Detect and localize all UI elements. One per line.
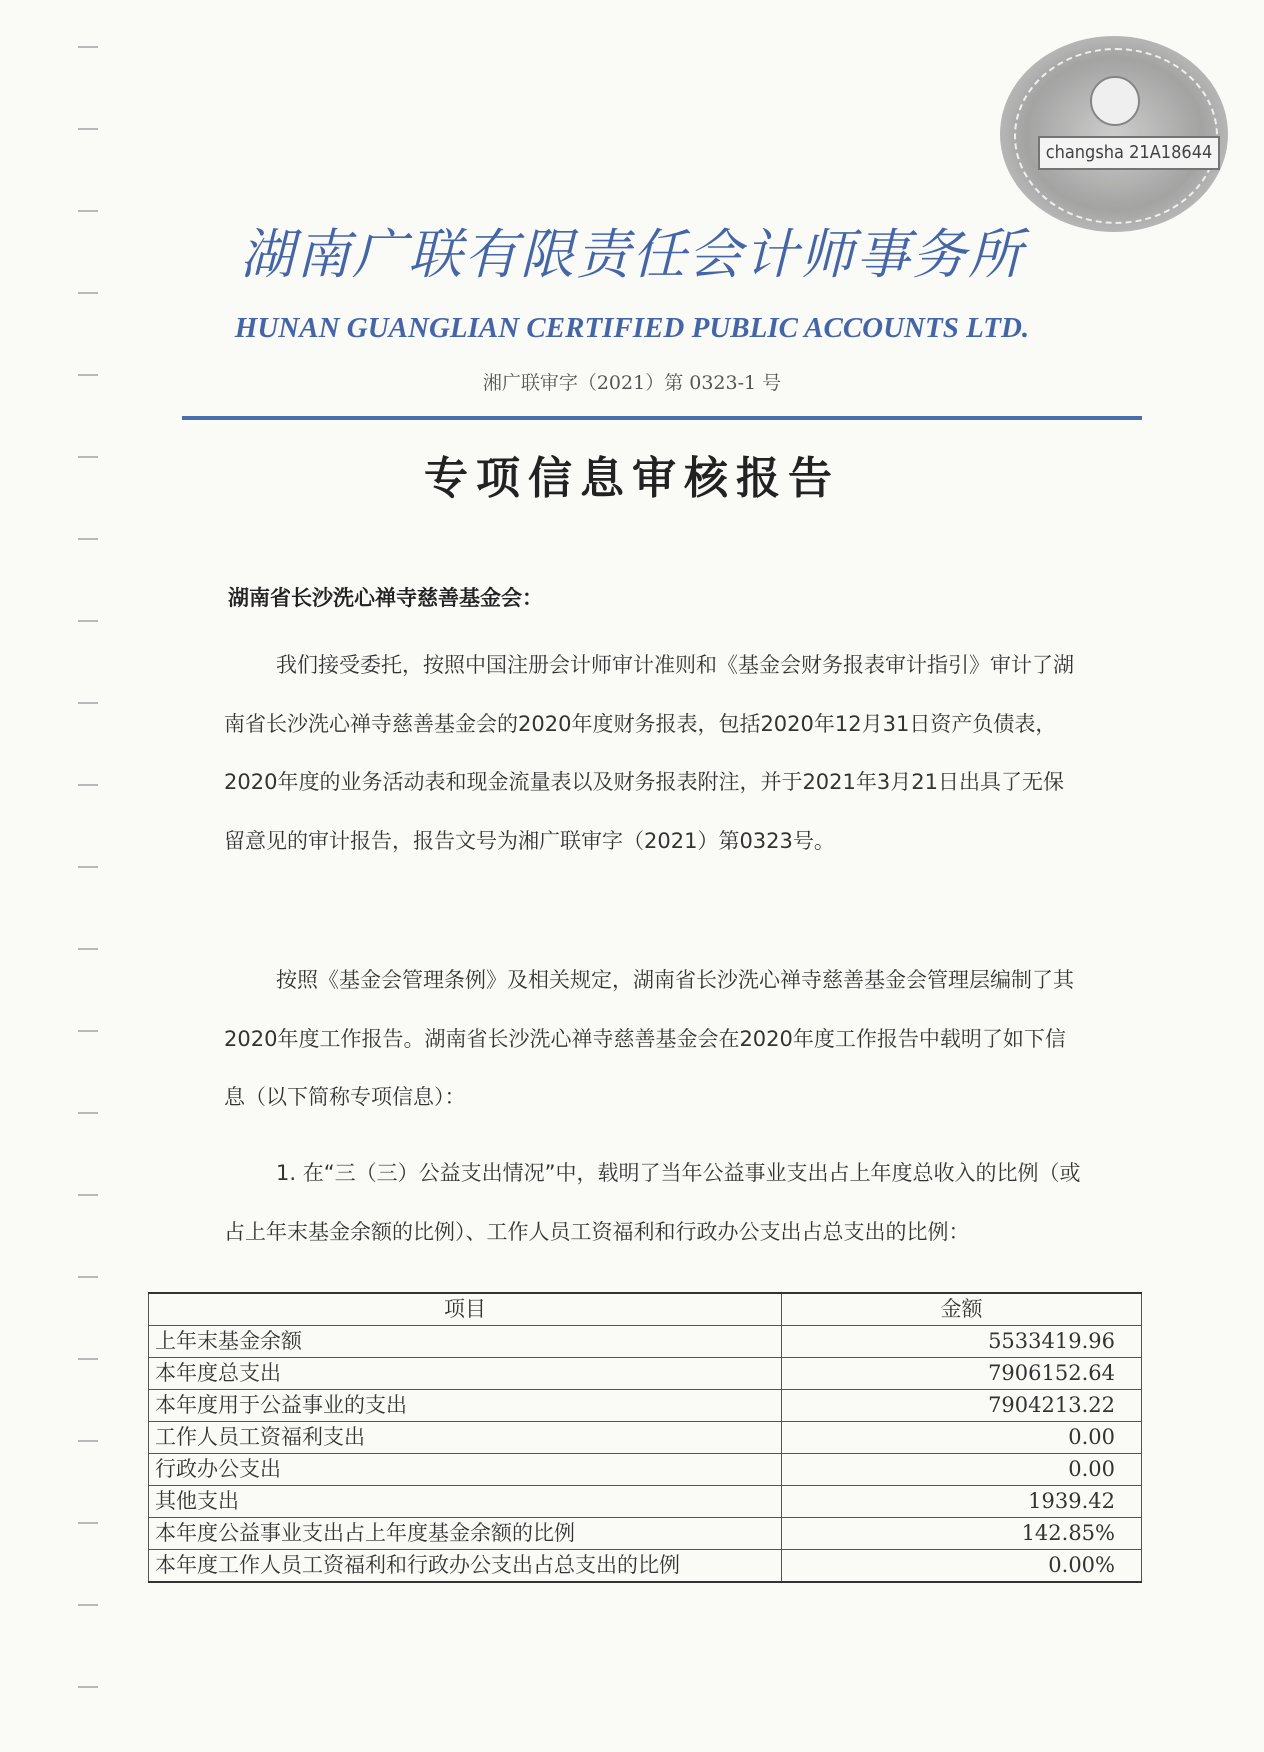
firm-name-en: HUNAN GUANGLIAN CERTIFIED PUBLIC ACCOUNTS LTD. <box>234 312 1030 344</box>
table-row <box>149 1422 1142 1454</box>
row-amount: 7904213.22 <box>782 1390 1142 1422</box>
table-row <box>149 1326 1142 1358</box>
row-item: 本年度工作人员工资福利和行政办公支出占总支出的比例 <box>149 1550 782 1583</box>
row-item: 行政办公支出 <box>149 1454 782 1486</box>
table-row <box>149 1390 1142 1422</box>
report-title: 专项信息审核报告 <box>424 453 840 504</box>
table-row <box>149 1550 1142 1583</box>
table-row <box>149 1454 1142 1486</box>
table-row <box>149 1358 1142 1390</box>
reference-number: 湘广联审字（2021）第 0323-1 号 <box>482 372 782 394</box>
row-amount: 7906152.64 <box>782 1358 1142 1390</box>
addressee: 湖南省长沙洗心禅寺慈善基金会： <box>228 586 543 610</box>
row-item: 本年度用于公益事业的支出 <box>149 1390 782 1422</box>
row-amount: 5533419.96 <box>782 1326 1142 1358</box>
firm-seal <box>1000 36 1228 232</box>
row-item: 工作人员工资福利支出 <box>149 1422 782 1454</box>
row-amount: 0.00% <box>782 1550 1142 1583</box>
table-header-row <box>149 1293 1142 1326</box>
row-amount: 142.85% <box>782 1518 1142 1550</box>
row-item: 本年度总支出 <box>149 1358 782 1390</box>
row-amount: 0.00 <box>782 1422 1142 1454</box>
expenditure-table <box>148 1292 1142 1583</box>
seal-emblem-icon <box>1090 76 1140 126</box>
header-divider <box>182 416 1142 420</box>
paragraph-item-1: 1. 在“三（三）公益支出情况”中，载明了当年公益事业支出占上年度总收入的比例（或占上年末基金余额的比例）、工作人员工资福利和行政办公支出占总支出的比例： <box>224 1161 1081 1244</box>
column-header-amount: 金额 <box>782 1293 1142 1326</box>
row-amount: 0.00 <box>782 1454 1142 1486</box>
seal-code: changsha 21A18644 <box>1038 136 1220 170</box>
row-item: 其他支出 <box>149 1486 782 1518</box>
paragraph-management-report: 按照《基金会管理条例》及相关规定，湖南省长沙洗心禅寺慈善基金会管理层编制了其2020年度工作报告。湖南省长沙洗心禅寺慈善基金会在2020年度工作报告中载明了如下信息（以下简称专项信息）： <box>224 968 1074 1109</box>
table-row <box>149 1486 1142 1518</box>
row-amount: 1939.42 <box>782 1486 1142 1518</box>
column-header-item: 项目 <box>149 1293 782 1326</box>
row-item: 上年末基金余额 <box>149 1326 782 1358</box>
table-row <box>149 1518 1142 1550</box>
row-item: 本年度公益事业支出占上年度基金余额的比例 <box>149 1518 782 1550</box>
firm-name-cn: 湖南广联有限责任会计师事务所 <box>240 223 1024 286</box>
paragraph-engagement: 我们接受委托，按照中国注册会计师审计准则和《基金会财务报表审计指引》审计了湖南省长沙洗心禅寺慈善基金会的2020年度财务报表，包括2020年12月31日资产负债表，2020年度的业务活动表和现金流量表以及财务报表附注，并于2021年3月21日出具了无保留意见的审计报告，报告文号为湘广联审字（2021）第0323号。 <box>224 653 1074 853</box>
